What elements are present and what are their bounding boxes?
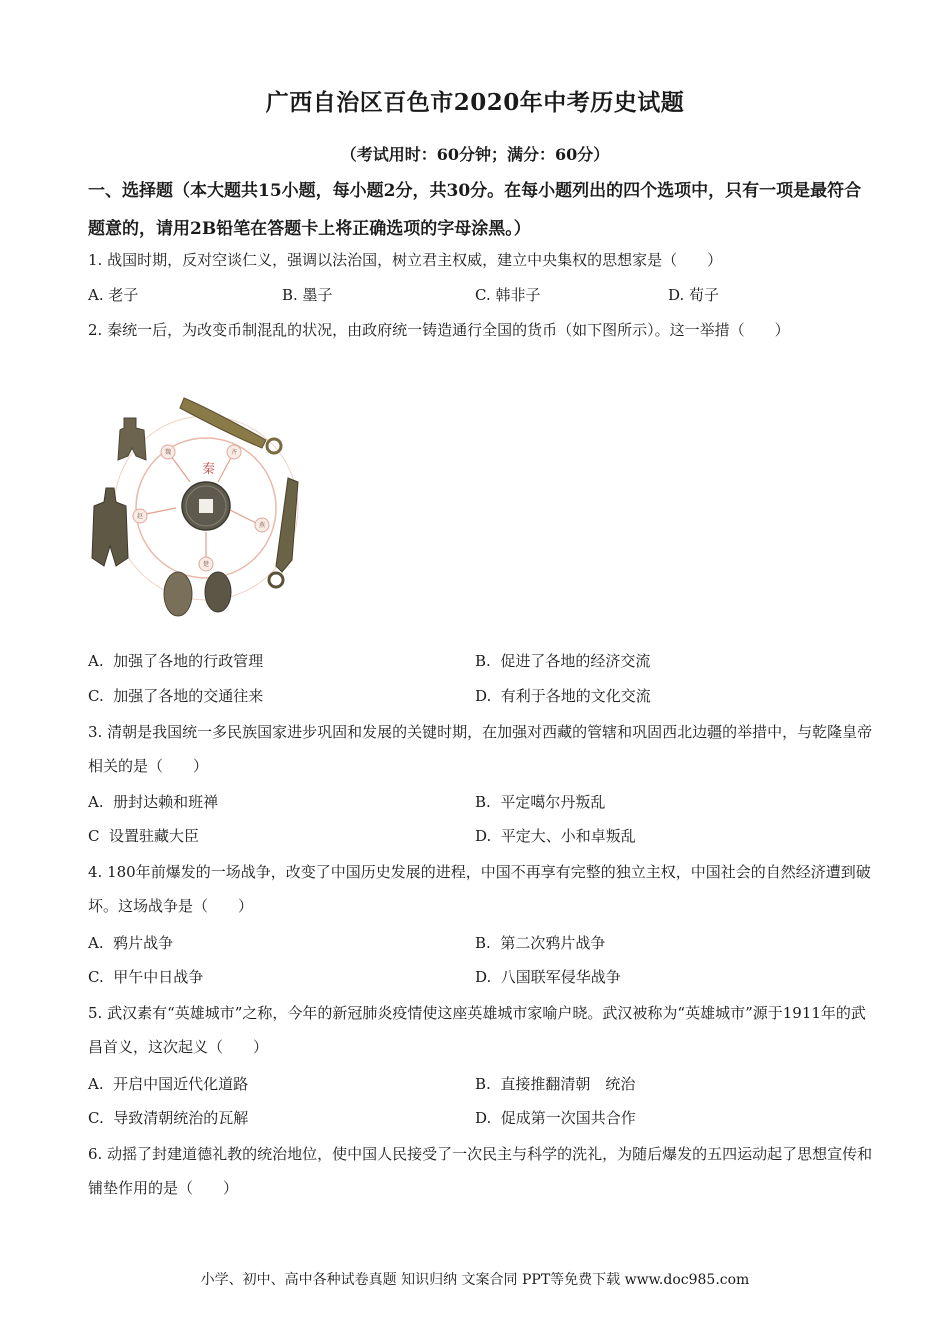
state-label-yan: 燕 (258, 522, 266, 529)
qin-currency-figure (88, 390, 303, 630)
question-5-option-c: C. 导致清朝统治的瓦解 (88, 1109, 249, 1127)
question-2-option-b: B. 促进了各地的经济交流 (475, 652, 651, 670)
question-4-stem: 4. 180年前爆发的一场战争，改变了中国历史发展的进程，中国不再享有完整的独立主权，中国社会的自然经济遭到破坏。这场战争是（ ） (88, 863, 871, 915)
question-1-option-c: C. 韩非子 (475, 286, 541, 304)
question-4-option-b: B. 第二次鸦片战争 (475, 934, 606, 952)
exam-duration-note: （考试用时：60分钟；满分：60分） (340, 145, 610, 164)
state-label-zhao: 赵 (136, 513, 144, 520)
question-2-option-a: A. 加强了各地的行政管理 (88, 652, 264, 670)
question-5-option-b: B. 直接推翻清朝 统治 (475, 1075, 636, 1093)
question-1-option-d: D. 荀子 (668, 286, 720, 304)
question-3-stem: 3. 清朝是我国统一多民族国家进步巩固和发展的关键时期，在加强对西藏的管辖和巩固西北边疆的举措中，与乾隆皇帝相关的是（ ） (88, 723, 873, 775)
question-1-stem: 1. 战国时期，反对空谈仁义，强调以法治国，树立君主权威，建立中央集权的思想家是（ ） (88, 251, 723, 269)
question-5-stem: 5. 武汉素有“英雄城市”之称，今年的新冠肺炎疫情使这座英雄城市家喻户晓。武汉被称为“英雄城市”源于1911年的武昌首义，这次起义（ ） (88, 1004, 866, 1056)
page-title: 广西自治区百色市2020年中考历史试题 (265, 89, 685, 116)
state-label-chu: 楚 (202, 561, 210, 568)
question-5-option-a: A. 开启中国近代化道路 (88, 1075, 249, 1093)
state-label-qi: 齐 (230, 449, 238, 456)
question-3-option-c: C 设置驻藏大臣 (88, 827, 200, 845)
question-4-option-a: A. 鸦片战争 (88, 934, 174, 952)
question-2-option-c: C. 加强了各地的交通往来 (88, 687, 264, 705)
page-footer: 小学、初中、高中各种试卷真题 知识归纳 文案合同 PPT等免费下载 www.doc985.com (200, 1272, 750, 1288)
ant-nose-coins (164, 572, 231, 616)
knife-coin-top (180, 398, 281, 453)
section-heading: 一、选择题（本大题共15小题，每小题2分，共30分。在每小题列出的四个选项中，只有一项是最符合题意的，请用2B铅笔在答题卡上将正确选项的字母涂黑。） (88, 181, 862, 239)
question-4-option-c: C. 甲午中日战争 (88, 968, 204, 986)
state-label-wei: 魏 (164, 449, 172, 456)
question-3-option-a: A. 册封达赖和班禅 (88, 793, 219, 811)
question-4-option-d: D. 八国联军侵华战争 (475, 968, 621, 986)
spade-coin-large (92, 488, 128, 566)
question-3-option-b: B. 平定噶尔丹叛乱 (475, 793, 606, 811)
question-5-option-d: D. 促成第一次国共合作 (475, 1109, 636, 1127)
question-2-option-d: D. 有利于各地的文化交流 (475, 687, 651, 705)
question-6-stem: 6. 动摇了封建道德礼教的统治地位，使中国人民接受了一次民主与科学的洗礼，为随后爆发的五四运动起了思想宣传和铺垫作用的是（ ） (88, 1145, 873, 1197)
question-1-option-a: A. 老子 (88, 286, 139, 304)
question-1-option-b: B. 墨子 (282, 286, 333, 304)
center-label-qin: 秦 (202, 462, 216, 477)
question-2-stem: 2. 秦统一后，为改变币制混乱的状况，由政府统一铸造通行全国的货币（如下图所示）。这一举措（ ） (88, 321, 790, 339)
ban-liang-coin (182, 482, 230, 530)
question-3-option-d: D. 平定大、小和卓叛乱 (475, 827, 636, 845)
